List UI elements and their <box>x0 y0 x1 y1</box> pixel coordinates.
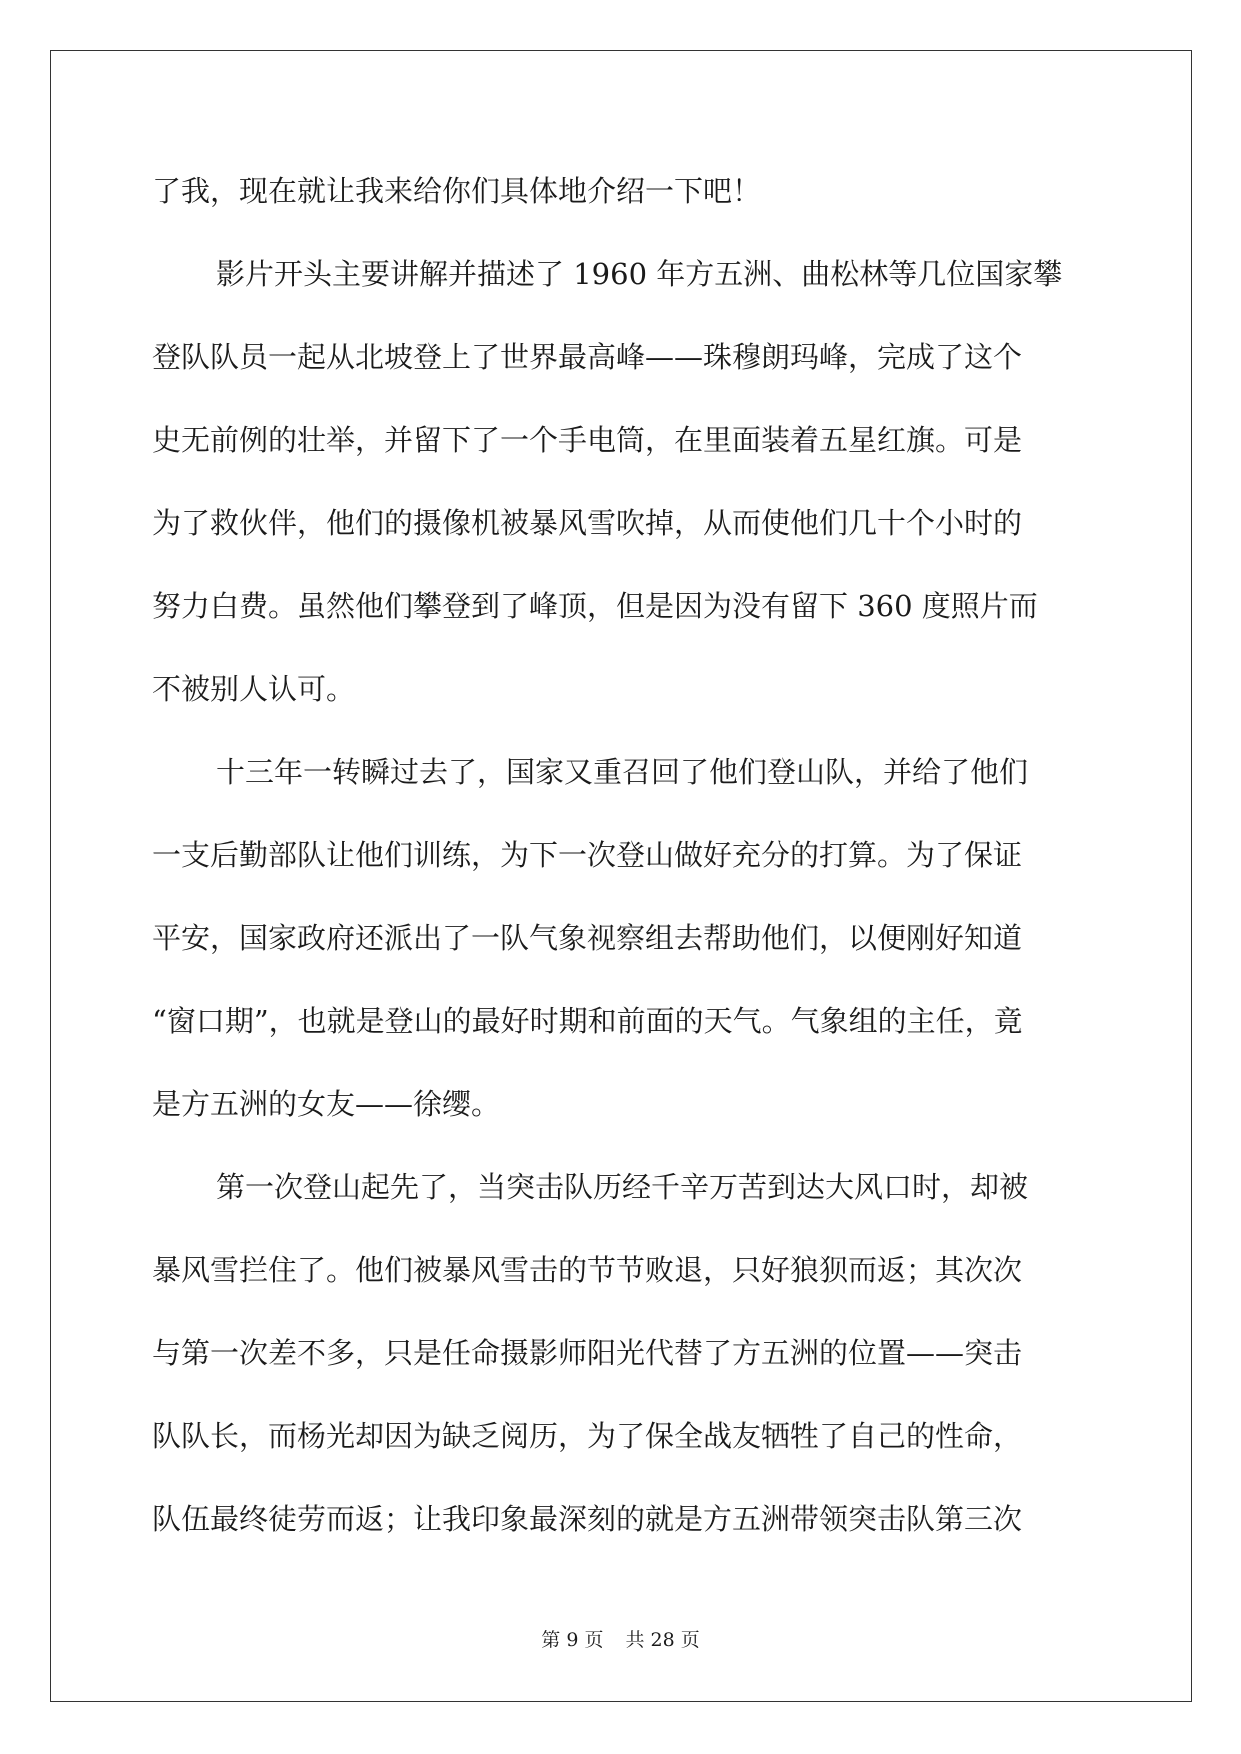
text-line: “窗口期”，也就是登山的最好时期和前面的天气。气象组的主任，竟 <box>152 1004 1023 1038</box>
text-line: 登队队员一起从北坡登上了世界最高峰——珠穆朗玛峰，完成了这个 <box>152 340 1023 374</box>
text-line: 队伍最终徒劳而返；让我印象最深刻的就是方五洲带领突击队第三次 <box>152 1502 1023 1536</box>
page-total: 共 28 页 <box>625 1629 700 1651</box>
text-line: 了我，现在就让我来给你们具体地介绍一下吧！ <box>152 174 762 208</box>
text-line: 是方五洲的女友——徐缨。 <box>152 1087 501 1121</box>
text-line: 史无前例的壮举，并留下了一个手电筒，在里面装着五星红旗。可是 <box>152 423 1023 457</box>
paragraph-first-line: 十三年一转瞬过去了，国家又重召回了他们登山队，并给了他们 <box>216 755 1029 789</box>
paragraph-first-line: 第一次登山起先了，当突击队历经千辛万苦到达大风口时，却被 <box>216 1170 1029 1204</box>
document-body <box>152 150 1087 1561</box>
page-footer <box>0 1625 1241 1652</box>
text-line: 暴风雪拦住了。他们被暴风雪击的节节败退，只好狼狈而返；其次次 <box>152 1253 1023 1287</box>
text-line: 为了救伙伴，他们的摄像机被暴风雪吹掉，从而使他们几十个小时的 <box>152 506 1023 540</box>
text-line: 与第一次差不多，只是任命摄影师阳光代替了方五洲的位置——突击 <box>152 1336 1023 1370</box>
text-line: 一支后勤部队让他们训练，为下一次登山做好充分的打算。为了保证 <box>152 838 1023 872</box>
text-line: 不被别人认可。 <box>152 672 356 706</box>
paragraph-first-line: 影片开头主要讲解并描述了 1960 年方五洲、曲松林等几位国家攀 <box>216 257 1063 291</box>
page-number: 第 9 页 <box>541 1629 604 1651</box>
text-line: 队队长，而杨光却因为缺乏阅历，为了保全战友牺牲了自己的性命， <box>152 1419 1023 1453</box>
text-line: 努力白费。虽然他们攀登到了峰顶，但是因为没有留下 360 度照片而 <box>152 589 1038 623</box>
text-line: 平安，国家政府还派出了一队气象视察组去帮助他们，以便刚好知道 <box>152 921 1023 955</box>
